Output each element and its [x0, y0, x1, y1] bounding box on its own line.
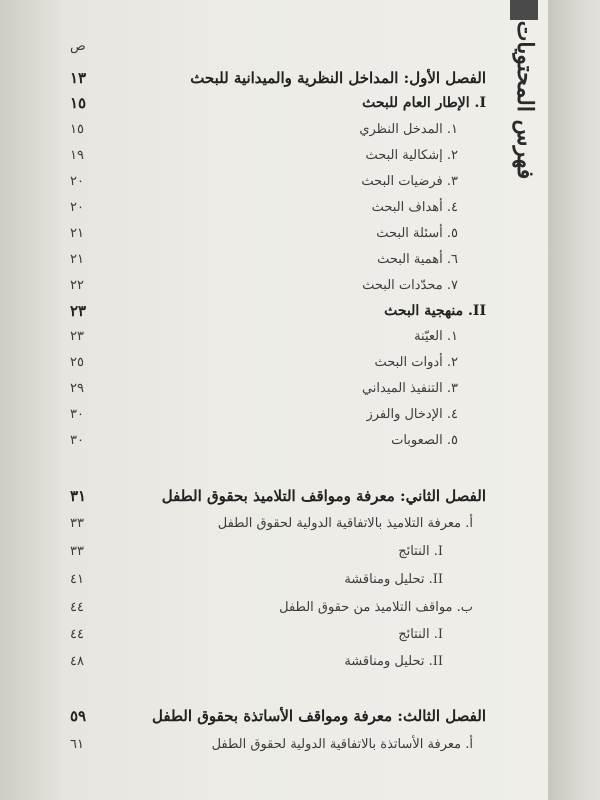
entry-page: ٢٠ — [70, 200, 84, 215]
entry-page: ١٥ — [70, 122, 84, 137]
toc-entry — [0, 196, 548, 220]
toc-entry — [0, 540, 548, 564]
toc-entry — [0, 299, 548, 323]
entry-page: ٤١ — [70, 572, 84, 587]
entry-page: ٢٣ — [70, 329, 84, 344]
title-marker-bar — [510, 0, 538, 20]
toc-entry — [0, 248, 548, 272]
toc-entry — [0, 512, 548, 536]
entry-label: الفصل الأول: المداخل النظرية والميدانية للبحث — [190, 69, 486, 87]
page-column-label: ص — [70, 39, 86, 54]
entry-label: II. تحليل ومناقشة — [344, 654, 443, 669]
entry-label: ٣. التنفيذ الميداني — [361, 381, 458, 396]
toc-entry — [0, 91, 548, 115]
entry-page: ١٩ — [70, 148, 84, 163]
entry-page: ٢٢ — [70, 278, 84, 293]
entry-label: ٢. إشكالية البحث — [365, 148, 458, 163]
entry-label: ٤. أهداف البحث — [371, 200, 458, 215]
toc-entry — [0, 403, 548, 427]
toc-entry — [0, 484, 548, 508]
entry-label: ٣. فرضيات البحث — [361, 174, 458, 189]
entry-label: ٧. محدّدات البحث — [362, 278, 458, 293]
entry-label: ١. المدخل النظري — [359, 122, 458, 137]
entry-label: ١. العيّنة — [414, 329, 458, 344]
toc-entry — [0, 733, 548, 757]
toc-entry — [0, 351, 548, 375]
entry-page: ٣٣ — [70, 516, 84, 531]
entry-label: I. النتائج — [398, 627, 443, 642]
entry-page: ٥٩ — [70, 707, 87, 725]
entry-label: ٤. الإدخال والفرز — [366, 407, 458, 422]
entry-label: I. الإطار العام للبحث — [362, 95, 486, 111]
entry-page: ٣٣ — [70, 544, 84, 559]
entry-label: ٢. أدوات البحث — [374, 355, 458, 370]
toc-entry — [0, 144, 548, 168]
page-title: فهرس المحتويات — [512, 20, 538, 180]
entry-page: ١٣ — [70, 69, 87, 87]
entry-page: ٣١ — [70, 487, 87, 505]
entry-label: I. النتائج — [398, 544, 443, 559]
toc-entry — [0, 704, 548, 728]
entry-page: ٣٠ — [70, 407, 84, 422]
entry-page: ٤٨ — [70, 654, 84, 669]
entry-page: ٢١ — [70, 226, 84, 241]
toc-entry — [0, 568, 548, 592]
entry-label: أ. معرفة الأساتذة بالاتفاقية الدولية لحقوق الطفل — [211, 737, 473, 752]
toc-entry — [0, 429, 548, 453]
entry-page: ٢٥ — [70, 355, 84, 370]
entry-label: الفصل الثالث: معرفة ومواقف الأساتذة بحقوق الطفل — [152, 707, 486, 725]
entry-page: ٣٠ — [70, 433, 84, 448]
book-page-edge — [548, 0, 600, 800]
toc-entry — [0, 325, 548, 349]
entry-label: ٥. الصعوبات — [391, 433, 458, 448]
entry-label: ٥. أسئلة البحث — [376, 226, 458, 241]
entry-page: ٢٣ — [70, 302, 87, 320]
entry-page: ٤٤ — [70, 600, 84, 615]
toc-entry — [0, 623, 548, 647]
toc-entry — [0, 274, 548, 298]
toc-entry — [0, 596, 548, 620]
entry-page: ٦١ — [70, 737, 84, 752]
entry-label: أ. معرفة التلاميذ بالاتفاقية الدولية لحقوق الطفل — [217, 516, 473, 531]
toc-entry — [0, 170, 548, 194]
entry-page: ١٥ — [70, 94, 87, 112]
toc-entry — [0, 650, 548, 674]
entry-label: II. تحليل ومناقشة — [344, 572, 443, 587]
entry-page: ٤٤ — [70, 627, 84, 642]
toc-entry — [0, 118, 548, 142]
entry-label: ب. مواقف التلاميذ من حقوق الطفل — [279, 600, 473, 615]
toc-entry — [0, 377, 548, 401]
toc-entry — [0, 222, 548, 246]
entry-label: II. منهجية البحث — [384, 303, 486, 319]
entry-page: ٢٠ — [70, 174, 84, 189]
entry-label: الفصل الثاني: معرفة ومواقف التلاميذ بحقوق الطفل — [161, 487, 486, 505]
entry-page: ٢١ — [70, 252, 84, 267]
entry-page: ٢٩ — [70, 381, 84, 396]
entry-label: ٦. أهمية البحث — [377, 252, 458, 267]
toc-entry — [0, 66, 548, 90]
page-column-header — [0, 35, 548, 59]
